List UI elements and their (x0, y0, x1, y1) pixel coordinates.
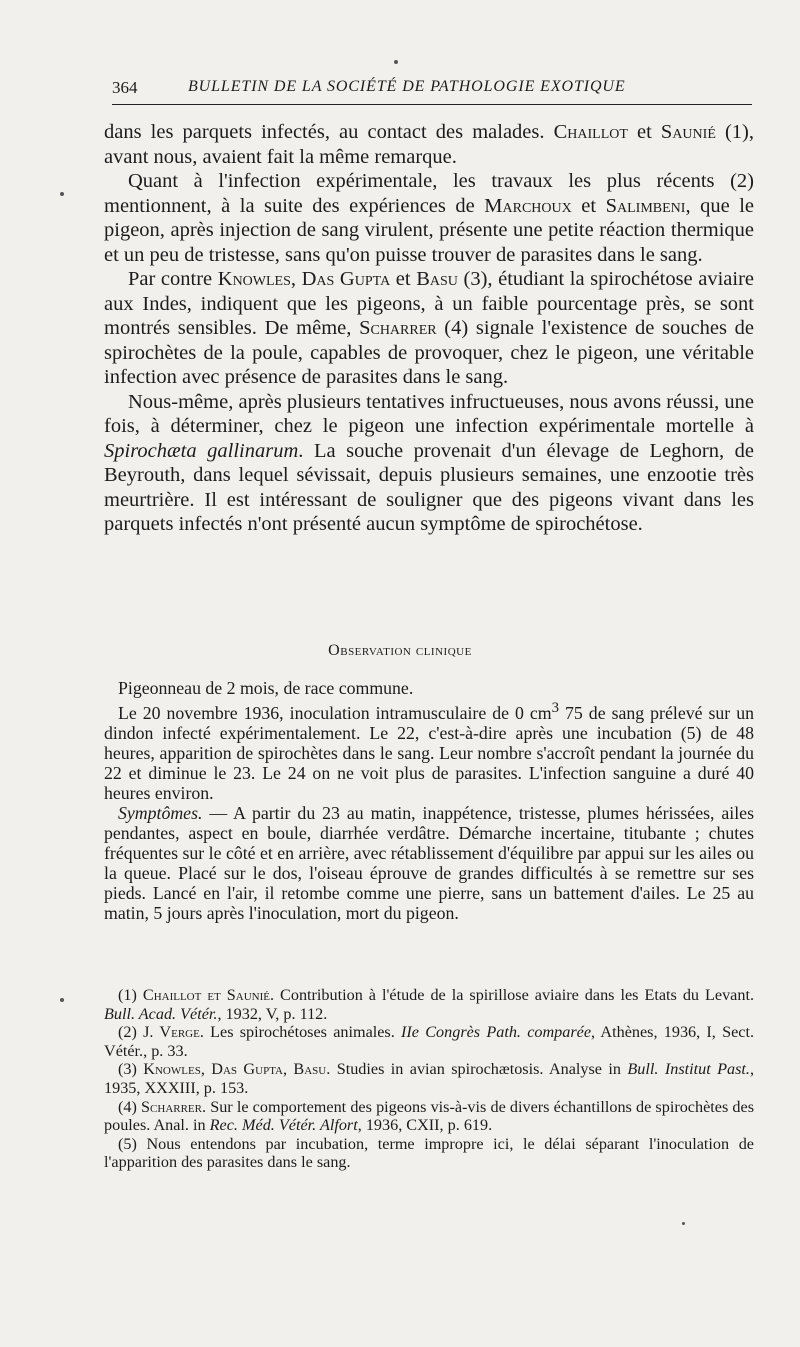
footnote-5: (5) Nous entendons par incubation, terme impropre ici, le délai séparant l'inoculation de l'apparition des parasites dans le sang. (104, 1134, 754, 1172)
observation-paragraph-1: Pigeonneau de 2 mois, de race commune. (118, 678, 414, 698)
paper-speck (394, 60, 398, 64)
observation-paragraph-3: Symptômes. — A partir du 23 au matin, inappétence, tristesse, plumes hérissées, ailes pendantes, aspect en boule, diarrhée verdâtre. Démarche incertaine, titubante ; chutes fréquentes sur le côté et en arrière, avec rétablissement d'équilibre par appui sur les ailes ou la queue. Placé sur le dos, l'oiseau éprouve de grandes difficultés à se remettre sur ses pieds. Lancé en l'air, il retombe comme une pierre, sans un battement d'ailes. Le 25 au matin, 5 jours après l'inoculation, mort du pigeon. (104, 802, 754, 923)
running-title: BULLETIN DE LA SOCIÉTÉ DE PATHOLOGIE EXOTIQUE (188, 78, 626, 95)
author-name: Knowles, Das Gupta (217, 268, 391, 290)
paper-speck (60, 998, 64, 1002)
author-name: Salimbeni (605, 194, 686, 217)
page-number: 364 (112, 78, 138, 97)
paragraph-3: Par contre Knowles, Das Gupta et Basu (3), étudiant la spirochétose aviaire aux Indes, indiquent que les pigeons, à un faible pourcentage près, se sont montrés sensibles. De même, Scharrer (4) signale l'existence de souches de spirochètes de la poule, capables de provoquer, chez le pigeon, une véritable infection avec présence de parasites dans le sang. (104, 268, 755, 388)
footnote-1: (1) Chaillot et Saunié. Contribution à l'étude de la spirillose aviaire dans les Etats du Levant. Bull. Acad. Vétér., 1932, V, p. 112. (104, 986, 755, 1023)
observation-text (104, 678, 754, 923)
footnotes (104, 986, 754, 1172)
footnote-2: (2) J. Verge. Les spirochétoses animales. IIe Congrès Path. comparée, Athènes, 1936, I, Sect. Vétér., p. 33. (104, 1023, 755, 1060)
paragraph-4: Nous-même, après plusieurs tentatives infructueuses, nous avons réussi, une fois, à déterminer, chez le pigeon une infection expérimentale mortelle à Spirochæta gallinarum. La souche provenait d'un élevage de Leghorn, de Beyrouth, dans lequel sévissait, depuis plusieurs semaines, une enzootie très meurtrière. Il est intéressant de souligner que des pigeons vivant dans les parquets infectés n'ont présenté aucun symptôme de spirochétose. (104, 390, 754, 535)
observation-paragraph-2: Le 20 novembre 1936, inoculation intramusculaire de 0 $cm^3$ 75 de sang prélevé sur un dindon infecté expérimentalement. Le 22, c'est-à-dire après une incubation (5) de 48 heures, apparition de spirochètes dans le sang. Leur nombre s'accroît pendant la journée du 22 et diminue le 23. Le 24 on ne voit plus de parasites. L'infection sanguine a duré 40 heures environ. (104, 700, 754, 803)
main-text (104, 120, 754, 537)
author-name: Basu (416, 268, 458, 290)
species-name: Spirochæta gallinarum (104, 439, 299, 462)
author-name: Scharrer (359, 317, 437, 339)
section-heading: Observation clinique (328, 642, 472, 659)
author-name: Chaillot (553, 121, 628, 143)
paper-speck (60, 192, 64, 196)
paragraph-1: dans les parquets infectés, au contact des malades. Chaillot et Saunié (1), avant nous, avaient fait la même remarque. (104, 121, 754, 168)
author-name: Saunié (660, 121, 716, 143)
paragraph-2: Quant à l'infection expérimentale, les travaux les plus récents (2) mentionnent, à la suite des expériences de Marchoux et Salimbeni, que le pigeon, après injection de sang virulent, présente une petite réaction thermique et un peu de tristesse, sans qu'on puisse trouver de parasites dans le sang. (104, 170, 754, 266)
paper-speck (682, 1222, 685, 1225)
author-name: Marchoux (484, 194, 572, 217)
running-header (112, 74, 752, 105)
footnote-4: (4) Scharrer. Sur le comportement des pigeons vis-à-vis de divers échantillons de spirochètes des poules. Anal. in Rec. Méd. Vétér. Alfort, 1936, CXII, p. 619. (104, 1097, 754, 1135)
footnote-3: (3) Knowles, Das Gupta, Basu. Studies in avian spirochætosis. Analyse in Bull. Institut Past., 1935, XXXIII, p. 153. (104, 1060, 755, 1097)
